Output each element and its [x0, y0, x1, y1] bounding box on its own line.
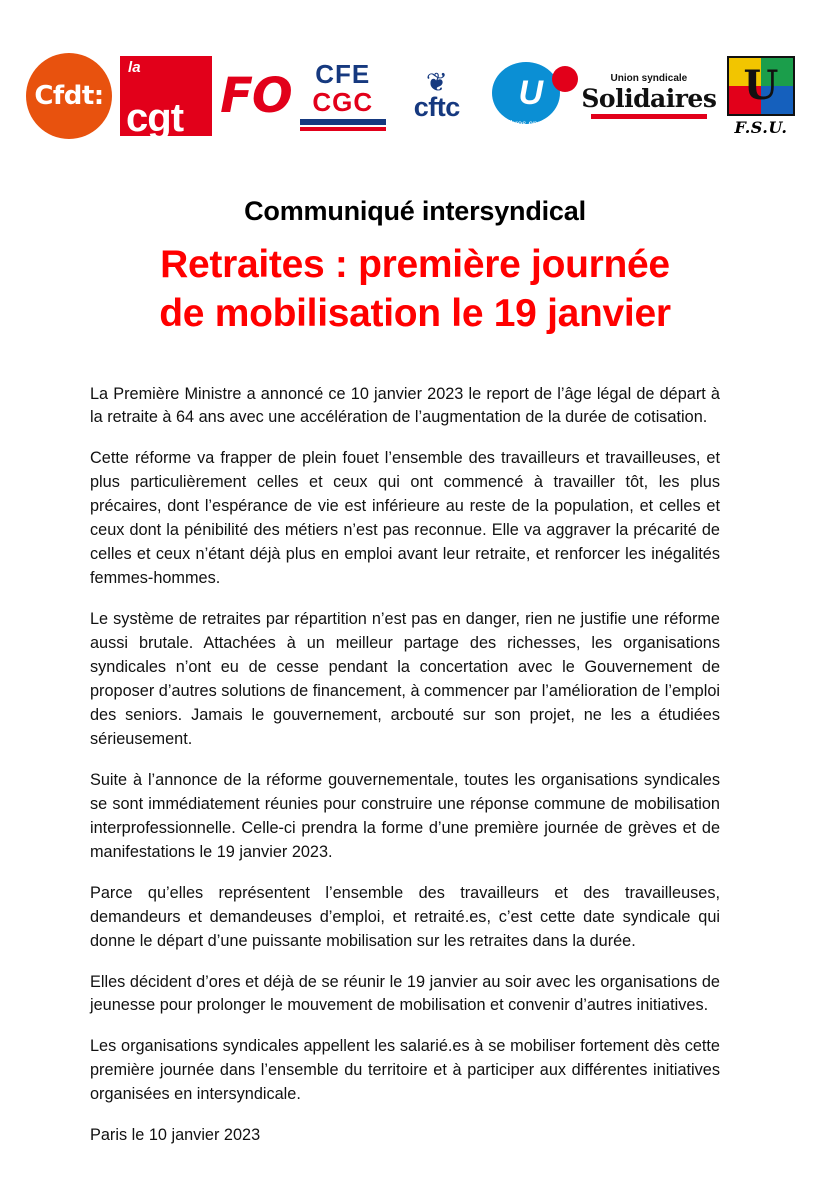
- cgt-logo-small-text: la: [128, 59, 141, 76]
- headline-line-2: de mobilisation le 19 janvier: [159, 291, 671, 335]
- paragraph: Suite à l’annonce de la réforme gouvernementale, toutes les organisations syndicales se sont immédiatement réunies pour construire une réponse commune de mobilisation interprofessionnelle. Celle-ci prendra la forme d’une première journée de grèves et de manifestations le 19 janvier 2023.: [90, 770, 720, 861]
- cfdt-logo: [26, 53, 112, 139]
- page-title: [0, 241, 830, 339]
- paragraph: Les organisations syndicales appellent les salarié.es à se mobiliser fortement dès cette première journée dans l’ensemble du territoire et à participer aux différentes initiatives organisées en intersyndicale.: [90, 1037, 720, 1104]
- cfe-cgc-logo: [300, 61, 386, 131]
- paragraph: Elles décident d’ores et déjà de se réunir le 19 janvier au soir avec les organisations de jeunesse pour prolonger le mouvement de mobilisation et convenir d’autres initiatives.: [90, 972, 720, 1015]
- document-titles: [0, 196, 830, 339]
- fsu-logo-letter: U: [743, 62, 779, 109]
- paragraph: Cette réforme va frapper de plein fouet l’ensemble des travailleurs et travailleuses, et plus particulièrement celles et ceux qui ont commencé à travailler tôt, les plus précaires, dont l’espérance de vie est inférieure au reste de la population, et celles et ceux dont la pénibilité des métiers n’est pas reconnue. Elle va aggraver la précarité de celles et ceux n’étant déjà plus en emploi avant leur retraite, et renforcer les inégalités femmes-hommes.: [90, 449, 720, 588]
- cfe-cgc-logo-bar-red: [300, 127, 386, 131]
- signature-line: Paris le 10 janvier 2023: [90, 1126, 261, 1145]
- headline-line-1: Retraites : première journée: [160, 243, 670, 286]
- solidaires-logo: [581, 73, 717, 119]
- paragraph: Le système de retraites par répartition n’est pas en danger, rien ne justifie une réforme aussi brutale. Attachées à un meilleur partage des richesses, les organisations syndicales n’ont eu de cesse pendant la concertation avec le Gouvernement de proposer d’autres solutions de financement, à commencer par l’amélioration de l’emploi des seniors. Jamais le gouvernement, arcbouté sur son projet, ne les a étudiées sérieusement.: [90, 610, 720, 748]
- fsu-logo-text: F.S.U.: [734, 117, 788, 137]
- cfe-cgc-logo-line2: CGC: [312, 86, 374, 117]
- fsu-logo-block: [727, 56, 795, 116]
- cgt-logo-text: cgt: [126, 96, 184, 140]
- cfe-cgc-logo-bar-blue: [300, 119, 386, 125]
- kicker-title: Communiqué intersyndical: [244, 196, 586, 226]
- cftc-logo-text: cftc: [413, 92, 460, 123]
- body-text: [90, 383, 720, 1149]
- union-logo-bar: [0, 0, 830, 144]
- cfdt-logo-text: Cfdt:: [34, 81, 104, 111]
- cftc-logo: [394, 66, 480, 123]
- cfe-cgc-logo-line1: CFE: [315, 59, 371, 90]
- unsa-logo-tagline: Libres ensemble: [504, 119, 564, 128]
- solidaires-logo-union-text: Union syndicale: [610, 73, 688, 84]
- fo-logo-text: FO: [220, 68, 292, 124]
- paragraph: Parce qu’elles représentent l’ensemble des travailleurs et des travailleuses, demandeurs et demandeuses d’emploi, et retraité.es, c’est cette date syndicale qui donne le départ d’une puissante mobilisation sur les retraites dans la durée.: [90, 883, 720, 950]
- solidaires-logo-underline: [591, 114, 707, 119]
- unsa-logo-letter: U: [518, 73, 544, 112]
- dove-icon: ❦: [425, 66, 448, 97]
- solidaires-logo-text: Solidaires: [581, 84, 717, 113]
- paragraph: La Première Ministre a annoncé ce 10 janvier 2023 le report de l’âge légal de départ à la retraite à 64 ans avec une accélération de l’augmentation de la durée de cotisation.: [90, 384, 720, 427]
- fo-logo: [220, 68, 292, 124]
- unsa-logo-dot: [552, 66, 578, 92]
- cgt-logo: [120, 56, 212, 140]
- unsa-logo: [488, 60, 580, 132]
- fsu-logo: [718, 56, 804, 137]
